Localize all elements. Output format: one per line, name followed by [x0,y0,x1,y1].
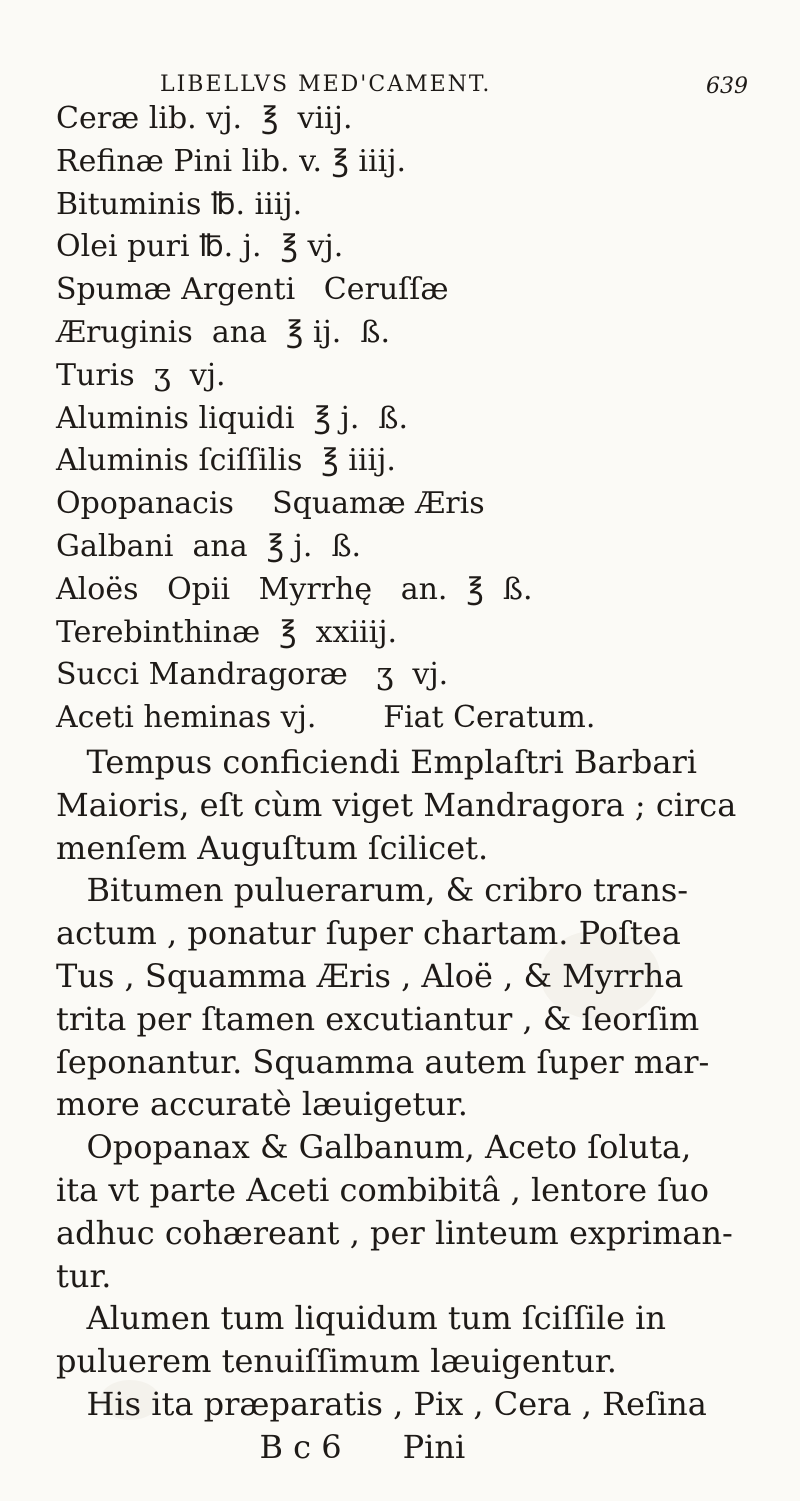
text-line: puluerem tenuiſſimum læuigentur. [56,1342,617,1381]
text-line: Opopanax & Galbanum, Aceto ſoluta, [56,1128,692,1167]
text-line: ſeponantur. Squamma autem ſuper mar- [56,1042,710,1081]
text-line: Tempus conficiendi Emplaſtri Barbari [56,743,697,781]
text-line: Succi Mandragoræ ʒ vj. [56,657,449,693]
text-line: menſem Auguſtum ſcilicet. [56,828,489,867]
text-line: Opopanacis Squamæ Æris [56,486,485,522]
text-line: Spumæ Argenti Ceruſſæ [56,272,449,308]
text-line: trita per ſtamen excutiantur , & ſeorſim [56,999,700,1038]
text-line: Turis ʒ vj. [56,357,226,393]
text-line: Aceti heminas vj. Fiat Ceratum. [56,700,596,736]
text-line: adhuc cohæreant , per linteum expriman- [56,1213,733,1252]
text-line: tur. [56,1256,112,1295]
text-line: Alumen tum liquidum tum ſciſſile in [56,1299,667,1338]
text-line: Bituminis ℔. iiij. [56,186,303,222]
text-line: Aluminis liquidi ℥ j. ß. [56,400,409,436]
text-line: Refinæ Pini lib. v. ℥ iiij. [56,143,407,179]
text-line: actum , ponatur ſuper chartam. Poſtea [56,914,681,953]
text-line: B c 6 Pini [56,1427,466,1466]
running-head: LIBELLVS MED'CAMENT. [160,72,492,97]
text-line: Terebinthinæ ℥ xxiiij. [56,614,398,650]
text-line: His ita præparatis , Pix , Cera , Reſina [56,1385,707,1423]
text-line: Æruginis ana ℥ ij. ß. [56,315,390,350]
text-line: ita vt parte Aceti combibitâ , lentore ſuo [56,1171,709,1209]
page-number: 639 [706,74,748,99]
text-line: more accuratè læuigetur. [56,1085,468,1124]
text-line: Ceræ lib. vj. ℥ viij. [56,101,353,136]
text-line: Aloës Opii Myrrhę an. ℥ ß. [56,571,533,607]
text-line: Aluminis ſciſſilis ℥ iiij. [56,443,396,479]
text-line: Galbani ana ℥ j. ß. [56,529,362,564]
text-line: Olei puri ℔. j. ℥ vj. [56,229,344,265]
text-line: Maioris, eſt cùm viget Mandragora ; circa [56,785,737,824]
text-line: Bitumen puluerarum, & cribro trans- [56,871,689,910]
text-line: Tus , Squamma Æris , Aloë , & Myrrha [56,957,684,995]
